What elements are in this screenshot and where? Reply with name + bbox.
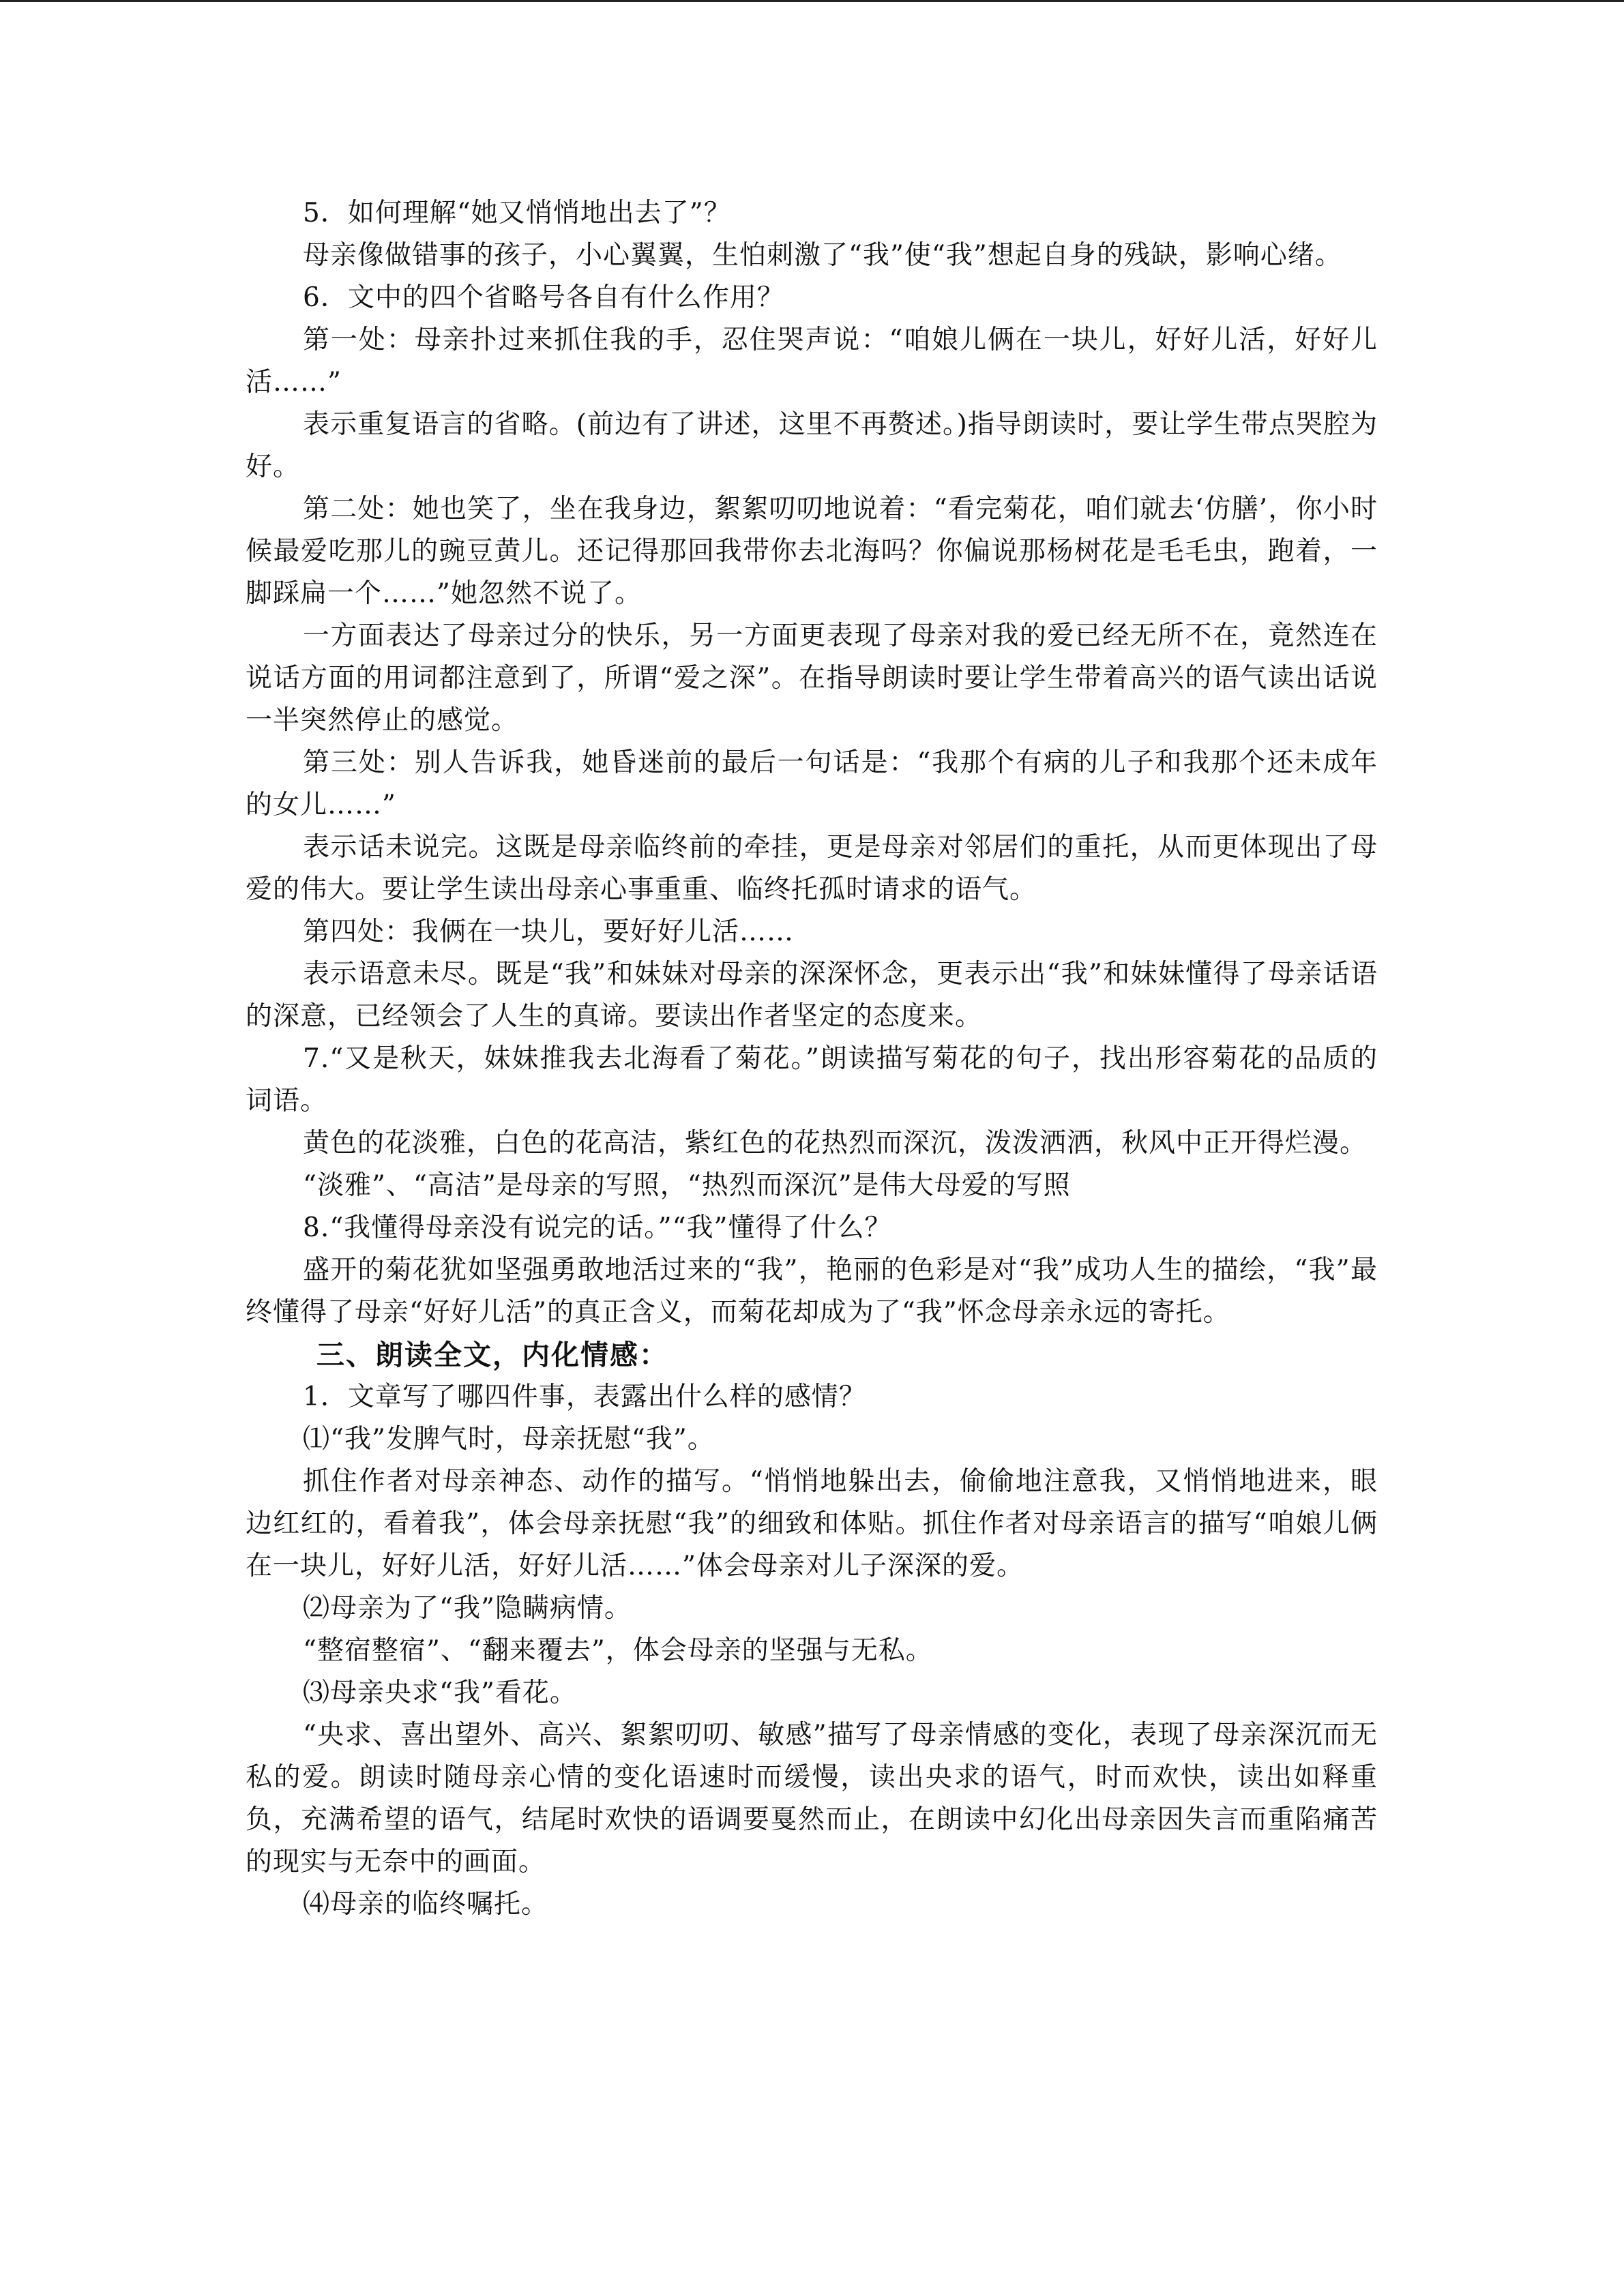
event-1-title: ⑴“我”发脾气时，母亲抚慰“我”。 bbox=[303, 1424, 715, 1455]
question-8: 8.“我懂得母亲没有说完的话。”“我”懂得了什么？ bbox=[303, 1212, 892, 1243]
event-3-analysis: “央求、喜出望外、高兴、絮絮叨叨、敏感”描写了母亲情感的变化，表现了母亲深沉而无私的爱。朗读时随母亲心情的变化语速时而缓慢，读出央求的语气，时而欢快，读出如释重负，充满希望的语气，结尾时欢快的语调要戛然而止，在朗读中幻化出母亲因失言而重陷痛苦的现实与无奈中的画面。 bbox=[246, 1720, 1378, 1877]
chrysanthemum-description: 黄色的花淡雅，白色的花高洁，紫红色的花热烈而深沉，泼泼洒洒，秋风中正开得烂漫。 bbox=[303, 1128, 1368, 1159]
answer-7: “淡雅”、“高洁”是母亲的写照，“热烈而深沉”是伟大母爱的写照 bbox=[303, 1170, 1071, 1201]
ellipsis-3-quote: 第三处：别人告诉我，她昏迷前的最后一句话是：“我那个有病的儿子和我那个还未成年的女儿……” bbox=[246, 747, 1378, 820]
answer-8: 盛开的菊花犹如坚强勇敢地活过来的“我”，艳丽的色彩是对“我”成功人生的描绘，“我”最终懂得了母亲“好好儿活”的真正含义，而菊花却成为了“我”怀念母亲永远的寄托。 bbox=[246, 1255, 1378, 1328]
ellipsis-4-quote: 第四处：我俩在一块儿，要好好儿活…… bbox=[303, 916, 795, 947]
ellipsis-2-explanation: 一方面表达了母亲过分的快乐，另一方面更表现了母亲对我的爱已经无所不在，竟然连在说话方面的用词都注意到了，所谓“爱之深”。在指导朗读时要让学生带着高兴的语气读出话说一半突然停止的感觉。 bbox=[246, 621, 1378, 736]
ellipsis-3-explanation: 表示话未说完。这既是母亲临终前的牵挂，更是母亲对邻居们的重托，从而更体现出了母爱的伟大。要让学生读出母亲心事重重、临终托孤时请求的语气。 bbox=[246, 832, 1378, 905]
event-4-title: ⑷母亲的临终嘱托。 bbox=[303, 1889, 549, 1920]
event-2-analysis: “整宿整宿”、“翻来覆去”，体会母亲的坚强与无私。 bbox=[303, 1635, 933, 1666]
question-5: 5．如何理解“她又悄悄地出去了”？ bbox=[303, 198, 731, 228]
page-top-border bbox=[0, 0, 1624, 2]
ellipsis-1-explanation: 表示重复语言的省略。(前边有了讲述，这里不再赘述。)指导朗读时，要让学生带点哭腔为好。 bbox=[246, 409, 1378, 482]
document-body bbox=[246, 192, 1378, 1926]
section-3-question-1: 1．文章写了哪四件事，表露出什么样的感情？ bbox=[303, 1382, 866, 1412]
section-3-heading: 三、朗读全文，内化情感： bbox=[316, 1339, 668, 1371]
event-1-analysis: 抓住作者对母亲神态、动作的描写。“悄悄地躲出去，偷偷地注意我，又悄悄地进来，眼边红红的，看着我”，体会母亲抚慰“我”的细致和体贴。抓住作者对母亲语言的描写“咱娘儿俩在一块儿，好好儿活，好好儿活……”体会母亲对儿子深深的爱。 bbox=[246, 1466, 1378, 1581]
ellipsis-4-explanation: 表示语意未尽。既是“我”和妹妹对母亲的深深怀念，更表示出“我”和妹妹懂得了母亲话语的深意，已经领会了人生的真谛。要读出作者坚定的态度来。 bbox=[246, 959, 1378, 1032]
question-6: 6．文中的四个省略号各自有什么作用？ bbox=[303, 282, 784, 313]
ellipsis-2-quote: 第二处：她也笑了，坐在我身边，絮絮叨叨地说着：“看完菊花，咱们就去‘仿膳’，你小时候最爱吃那儿的豌豆黄儿。还记得那回我带你去北海吗？你偏说那杨树花是毛毛虫，跑着，一脚踩扁一个……”她忽然不说了。 bbox=[246, 494, 1378, 609]
question-7: 7.“又是秋天，妹妹推我去北海看了菊花。”朗读描写菊花的句子，找出形容菊花的品质的词语。 bbox=[246, 1043, 1378, 1116]
answer-5: 母亲像做错事的孩子，小心翼翼，生怕刺激了“我”使“我”想起自身的残缺，影响心绪。 bbox=[303, 240, 1342, 271]
event-3-title: ⑶母亲央求“我”看花。 bbox=[303, 1678, 577, 1708]
ellipsis-1-quote: 第一处：母亲扑过来抓住我的手，忍住哭声说：“咱娘儿俩在一块儿，好好儿活，好好儿活……” bbox=[246, 325, 1378, 398]
event-2-title: ⑵母亲为了“我”隐瞒病情。 bbox=[303, 1593, 632, 1624]
